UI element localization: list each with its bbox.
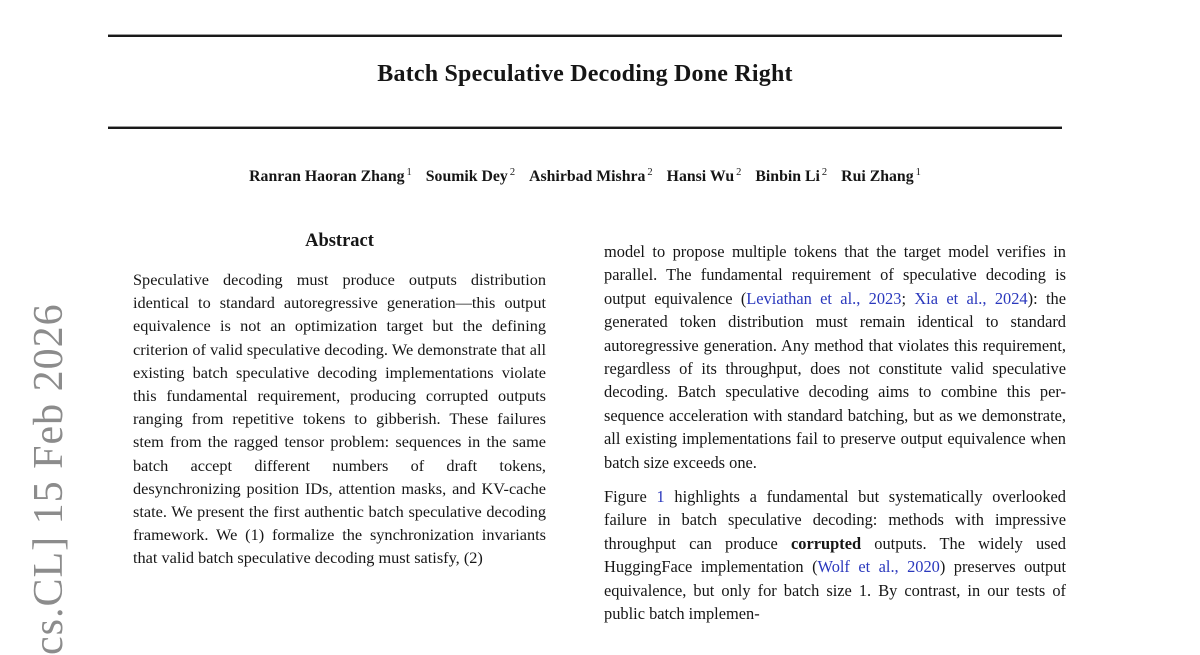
- author-affiliation-sup: 2: [647, 167, 653, 178]
- body-text: Figure: [604, 487, 657, 507]
- author-affiliation-sup: 2: [509, 167, 516, 178]
- intro-paragraph: [604, 240, 1066, 474]
- body-text: ;: [901, 288, 915, 308]
- abstract-heading: Abstract: [305, 231, 374, 251]
- body-text: ) preserves output equivalence, but only for batch size 1. By contrast, in our tests of public batch implemen-: [604, 557, 1066, 624]
- author-affiliation-sup: 2: [821, 167, 828, 178]
- author-affiliation-sup: 2: [736, 167, 742, 178]
- citation-link[interactable]: Xia et al., 2024: [914, 288, 1028, 308]
- body-text: outputs. The widely used HuggingFace implementation (: [604, 533, 1066, 577]
- author-affiliation-sup: 1: [406, 167, 412, 178]
- author-name: Ashirbad Mishra $^2$: [529, 167, 653, 186]
- citation-link[interactable]: Wolf et al., 2020: [817, 557, 940, 577]
- introduction-column: [604, 240, 1066, 626]
- author-name: Hansi Wu $^2$: [666, 167, 742, 186]
- citation-link[interactable]: 1: [656, 487, 665, 507]
- author-line: [88, 167, 1082, 186]
- header-rule-bottom: [108, 126, 1062, 129]
- author-name: Rui Zhang $^1$: [841, 167, 921, 186]
- intro-paragraph: [604, 485, 1066, 625]
- abstract-column: [133, 231, 546, 570]
- abstract-text: Speculative decoding must produce outputs distribution identical to standard autoregressive generation—this output equivalence is not an optimization target but the defining criterion of valid speculative decoding. We demonstrate that all existing batch speculative decoding implementations violate this fundamental requirement, producing corrupted outputs ranging from repetitive tokens to gibberish. These failures stem from the ragged tensor problem: sequences in the same batch accept different numbers of draft tokens, desynchronizing position IDs, attention masks, and KV-cache state. We present the first authentic batch speculative decoding framework. We (1) formalize the synchronization invariants that valid batch speculative decoding must satisfy, (2): [133, 270, 546, 568]
- citation-link[interactable]: Leviathan et al., 2023: [746, 288, 902, 308]
- emphasized-text: corrupted: [790, 533, 862, 553]
- author-name: Soumik Dey $^2$: [425, 167, 516, 186]
- body-text: ): the generated token distribution must remain identical to standard autoregressive generation. Any method that violates this requirement, regardless of its throughput, does not constitute valid speculative decoding. Batch speculative decoding aims to combine this per-sequence acceleration with standard batching, but as we demonstrate, all existing implementations fail to preserve output equivalence when batch size exceeds one.: [604, 288, 1066, 472]
- header-rule-top: [108, 34, 1062, 37]
- arxiv-watermark: cs.CL] 15 Feb 2026: [26, 303, 72, 655]
- paper-title: Batch Speculative Decoding Done Right: [377, 61, 793, 87]
- author-affiliation-sup: 1: [915, 167, 921, 178]
- author-name: Binbin Li $^2$: [755, 167, 828, 186]
- body-text: model to propose multiple tokens that the target model verifies in parallel. The fundamental requirement of speculative decoding is output equivalence (: [604, 242, 1066, 308]
- author-name: Ranran Haoran Zhang $^1$: [249, 167, 412, 186]
- body-text: highlights a fundamental but systematically overlooked failure in batch speculative decoding: methods with impressive throughput can produce: [604, 487, 1066, 553]
